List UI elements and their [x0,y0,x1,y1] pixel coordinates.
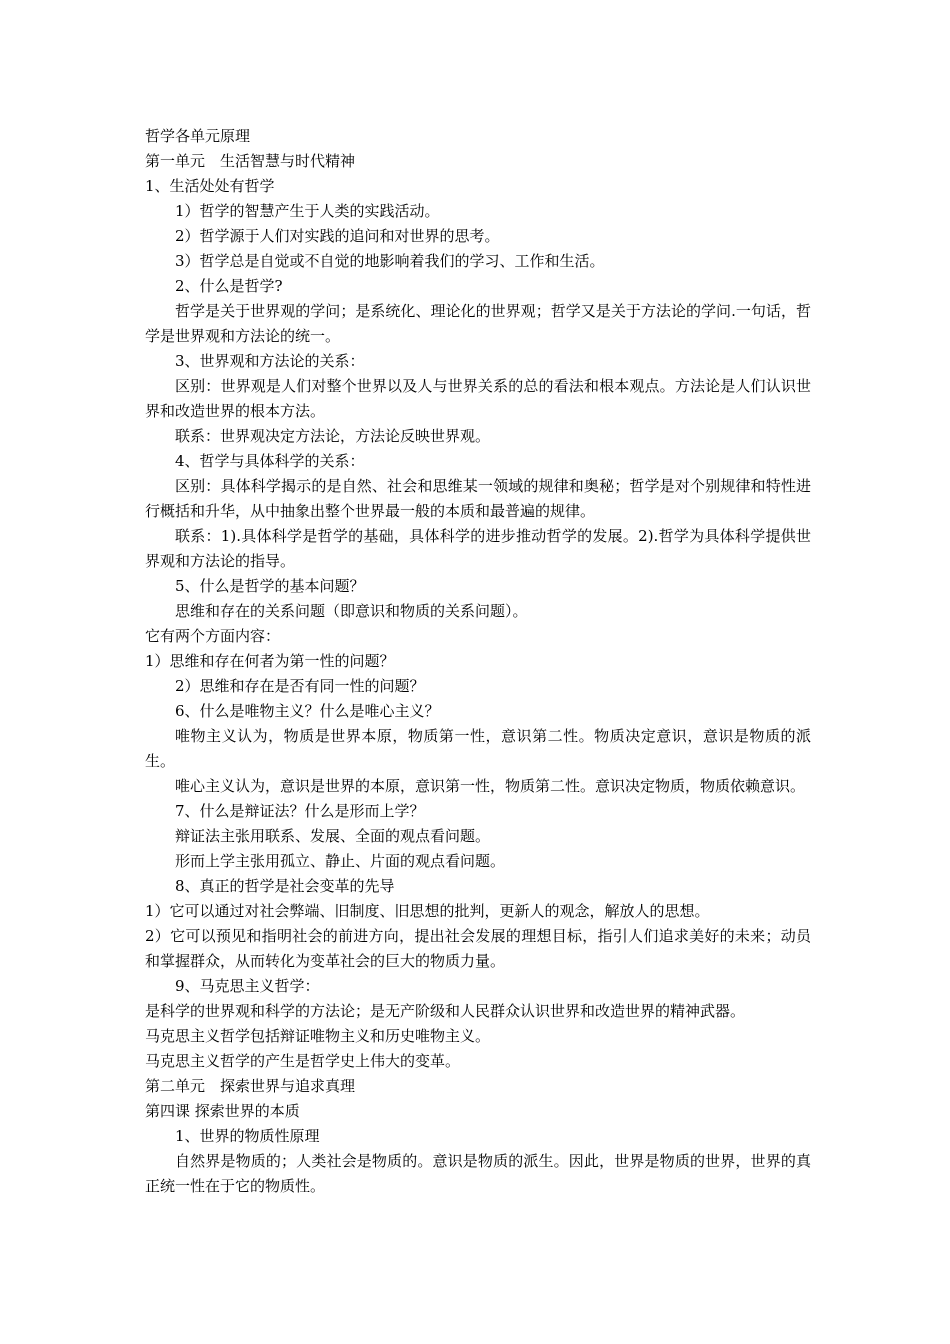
document-title: 哲学各单元原理 [145,127,251,145]
section-heading-4: 4、哲学与具体科学的关系： [175,452,365,470]
paragraph: 思维和存在的关系问题（即意识和物质的关系问题）。 [175,602,528,620]
paragraph: 唯物主义认为，物质是世界本原，物质第一性，意识第二性。物质决定意识，意识是物质的派生。 [145,727,811,770]
paragraph: 区别：世界观是人们对整个世界以及人与世界关系的总的看法和根本观点。方法论是人们认识世界和改造世界的根本方法。 [145,377,811,420]
paragraph: 区别：具体科学揭示的是自然、社会和思维某一领域的规律和奥秘；哲学是对个别规律和特性进行概括和升华，从中抽象出整个世界最一般的本质和最普遍的规律。 [145,477,811,520]
paragraph: 2）哲学源于人们对实践的追问和对世界的思考。 [175,227,500,245]
paragraph: 3）哲学总是自觉或不自觉的地影响着我们的学习、工作和生活。 [175,252,605,270]
paragraph: 是科学的世界观和科学的方法论；是无产阶级和人民群众认识世界和改造世界的精神武器。 [145,1002,746,1020]
document-body [145,124,811,1199]
paragraph: 马克思主义哲学包括辩证唯物主义和历史唯物主义。 [145,1027,491,1045]
unit1-heading: 第一单元 生活智慧与时代精神 [145,152,356,170]
section-heading-9: 9、马克思主义哲学： [175,977,320,995]
paragraph: 联系：1).具体科学是哲学的基础，具体科学的进步推动哲学的发展。2).哲学为具体科学提供世界观和方法论的指导。 [145,527,811,570]
section-heading-6: 6、什么是唯物主义？什么是唯心主义？ [175,702,440,720]
section-heading-2: 2、什么是哲学? [175,277,283,295]
section-heading-1: 1、生活处处有哲学 [145,177,275,195]
paragraph: 自然界是物质的；人类社会是物质的。意识是物质的派生。因此，世界是物质的世界，世界的真正统一性在于它的物质性。 [145,1152,811,1195]
paragraph: 1）思维和存在何者为第一性的问题？ [145,652,395,670]
section-heading-8: 8、真正的哲学是社会变革的先导 [175,877,395,895]
paragraph: 形而上学主张用孤立、静止、片面的观点看问题。 [175,852,506,870]
paragraph: 2）思维和存在是否有同一性的问题？ [175,677,425,695]
section-heading-5: 5、什么是哲学的基本问题？ [175,577,365,595]
paragraph: 1）哲学的智慧产生于人类的实践活动。 [175,202,440,220]
section-heading-7: 7、什么是辩证法？什么是形而上学？ [175,802,425,820]
paragraph: 唯心主义认为，意识是世界的本原，意识第一性，物质第二性。意识决定物质，物质依赖意识。 [175,777,806,795]
section-heading: 1、世界的物质性原理 [175,1127,320,1145]
lesson-heading: 第四课 探索世界的本质 [145,1102,300,1120]
paragraph: 1）它可以通过对社会弊端、旧制度、旧思想的批判，更新人的观念，解放人的思想。 [145,902,710,920]
paragraph: 2）它可以预见和指明社会的前进方向，提出社会发展的理想目标，指引人们追求美好的未来；动员和掌握群众，从而转化为变革社会的巨大的物质力量。 [145,927,811,970]
paragraph: 它有两个方面内容： [145,627,281,645]
unit2-heading: 第二单元 探索世界与追求真理 [145,1077,356,1095]
paragraph: 哲学是关于世界观的学问；是系统化、理论化的世界观；哲学又是关于方法论的学问.一句话，哲学是世界观和方法论的统一。 [145,302,811,345]
paragraph: 马克思主义哲学的产生是哲学史上伟大的变革。 [145,1052,461,1070]
paragraph: 辩证法主张用联系、发展、全面的观点看问题。 [175,827,491,845]
paragraph: 联系：世界观决定方法论，方法论反映世界观。 [175,427,491,445]
section-heading-3: 3、世界观和方法论的关系： [175,352,365,370]
